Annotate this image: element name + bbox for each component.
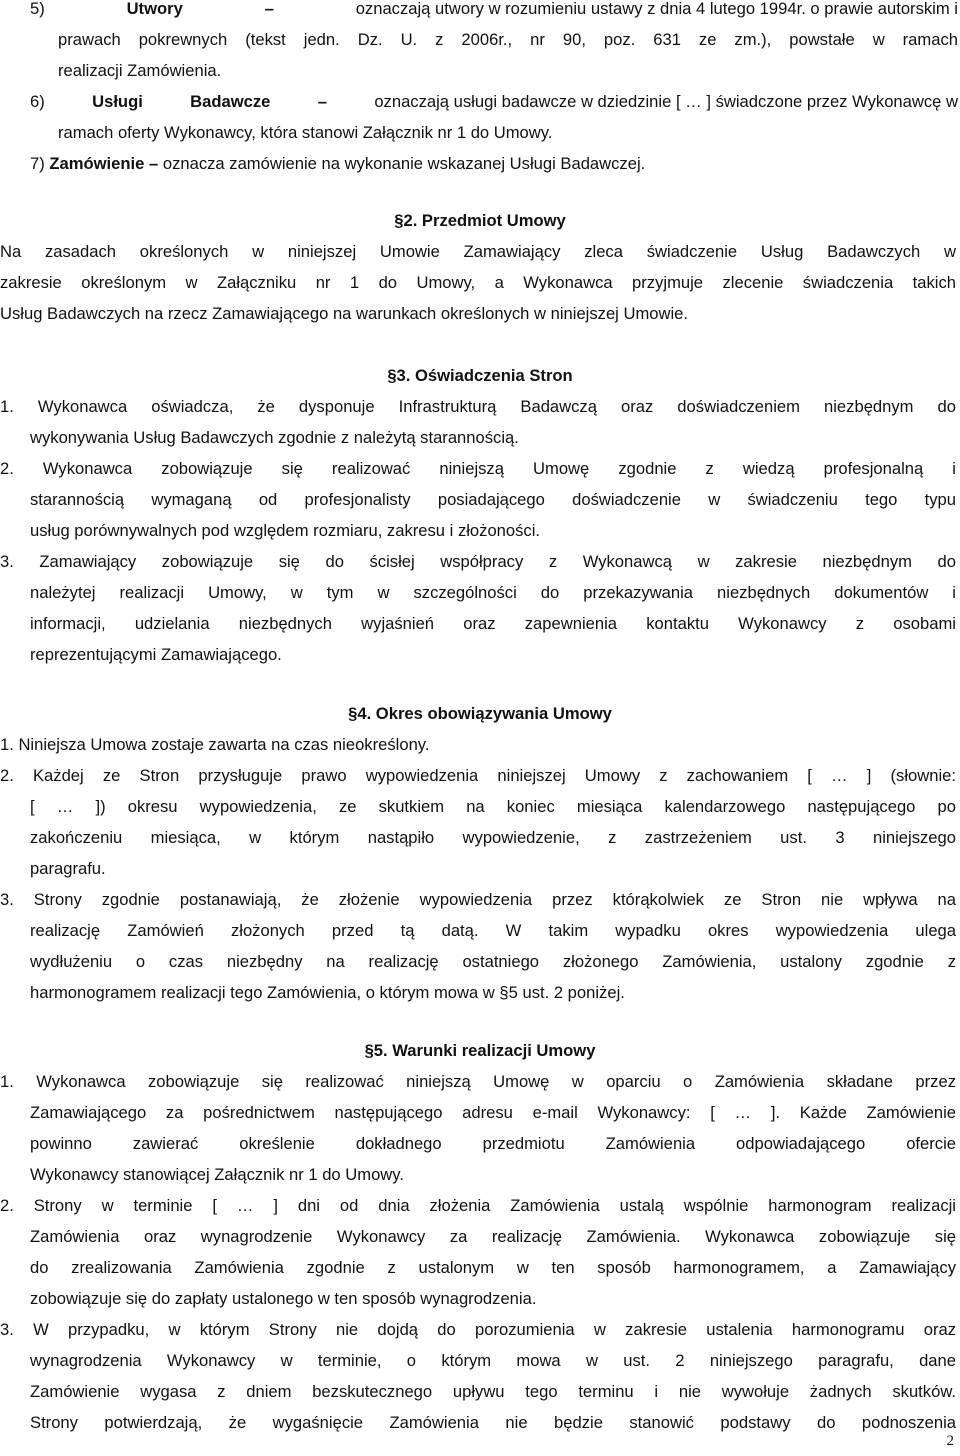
paragraph-line: Zamówienie wygasa z dniem bezskutecznego upływu tego terminu i nie wywołuje żadnych skutków.	[30, 1382, 956, 1401]
page-number: 2	[946, 1433, 954, 1449]
paragraph-line: 1. Niniejsza Umowa zostaje zawarta na czas nieokreślony.	[0, 735, 430, 754]
definition-5-line-2: prawach pokrewnych (tekst jedn. Dz. U. z 2006r., nr 90, poz. 631 ze zm.), powstałe w ramach	[58, 30, 958, 49]
paragraph-line: wykonywania Usług Badawczych zgodnie z należytą starannością.	[30, 428, 519, 447]
definition-5-line-3: realizacji Zamówienia.	[58, 61, 222, 80]
paragraph-line: 3. Strony zgodnie postanawiają, że złożenie wypowiedzenia przez którąkolwiek ze Stron nie wpływa na	[0, 890, 956, 909]
paragraph-line: 2. Każdej ze Stron przysługuje prawo wypowiedzenia niniejszej Umowy z zachowaniem [ … ] (słownie:	[0, 766, 956, 785]
definition-term: Utwory	[126, 0, 183, 18]
definition-text: oznaczają utwory w rozumieniu ustawy z dnia 4 lutego 1994r. o prawie autorskim i	[355, 0, 958, 18]
paragraph-line: 1. Wykonawca oświadcza, że dysponuje Infrastrukturą Badawczą oraz doświadczeniem niezbędnym do	[0, 397, 956, 416]
paragraph-line: powinno zawierać określenie dokładnego przedmiotu Zamówienia odpowiadającego ofercie	[30, 1134, 956, 1153]
paragraph-line: zakresie określonym w Załączniku nr 1 do Umowy, a Wykonawca przyjmuje zlecenie świadczenia takich	[0, 273, 956, 292]
section-heading: §5. Warunki realizacji Umowy	[364, 1041, 596, 1060]
paragraph-line: 2. Strony w terminie [ … ] dni od dnia złożenia Zamówienia ustalą wspólnie harmonogram realizacji	[0, 1196, 956, 1215]
paragraph-line: należytej realizacji Umowy, w tym w szczególności do przekazywania niezbędnych dokumentów i	[30, 583, 956, 602]
definition-number: 6)	[30, 92, 45, 111]
definition-dash: –	[264, 0, 274, 18]
paragraph-line: 1. Wykonawca zobowiązuje się realizować niniejszą Umowę w oparciu o Zamówienia składane przez	[0, 1072, 956, 1091]
definition-number: 5)	[30, 0, 45, 18]
paragraph-line: paragrafu.	[30, 859, 106, 878]
section-heading: §4. Okres obowiązywania Umowy	[348, 704, 612, 723]
paragraph-line: realizację Zamówień złożonych przed tą datą. W takim wypadku okres wypowiedzenia ulega	[30, 921, 956, 940]
definition-5-line-1	[30, 0, 958, 24]
definition-text: oznaczają usługi badawcze w dziedzinie [ … ] świadczone przez Wykonawcę w	[374, 92, 958, 111]
paragraph-line: Strony potwierdzają, że wygaśnięcie Zamówienia nie będzie stanowić podstawy do podnoszenia	[30, 1413, 956, 1432]
paragraph-line: [ … ]) okresu wypowiedzenia, ze skutkiem na koniec miesiąca kalendarzowego następującego po	[30, 797, 956, 816]
definition-7-line-1	[30, 148, 958, 179]
paragraph-line: reprezentującymi Zamawiającego.	[30, 645, 282, 664]
paragraph-line: usług porównywalnych pod względem rozmiaru, zakresu i złożoności.	[30, 521, 541, 540]
paragraph-line: Na zasadach określonych w niniejszej Umowie Zamawiający zleca świadczenie Usług Badawczych w	[0, 242, 956, 261]
paragraph-line: 3. Zamawiający zobowiązuje się do ścisłej współpracy z Wykonawcą w zakresie niezbędnym do	[0, 552, 956, 571]
paragraph-line: wydłużeniu o czas niezbędny na realizację ostatniego złożonego Zamówienia, ustalony zgodnie z	[30, 952, 956, 971]
paragraph-line: 2. Wykonawca zobowiązuje się realizować niniejszą Umowę zgodnie z wiedzą profesjonalną i	[0, 459, 956, 478]
paragraph-line: starannością wymaganą od profesjonalisty posiadającego doświadczenie w świadczeniu tego typu	[30, 490, 956, 509]
paragraph-line: do zrealizowania Zamówienia zgodnie z ustalonym w ten sposób harmonogramem, a Zamawiający	[30, 1258, 956, 1277]
paragraph-line: informacji, udzielania niezbędnych wyjaśnień oraz zapewnienia kontaktu Wykonawcy z osobami	[30, 614, 956, 633]
definition-term: Zamówienie	[49, 154, 145, 173]
paragraph-line: zobowiązuje się do zapłaty ustalonego w ten sposób wynagrodzenia.	[30, 1289, 537, 1308]
definition-dash: –	[317, 92, 327, 111]
section-heading: §2. Przedmiot Umowy	[394, 211, 566, 230]
paragraph-line: harmonogramem realizacji tego Zamówienia, o którym mowa w §5 ust. 2 poniżej.	[30, 983, 625, 1002]
paragraph-line: Zamawiającego za pośrednictwem następującego adresu e-mail Wykonawcy: [ … ]. Każde Zamówienie	[30, 1103, 956, 1122]
paragraph-line: 3. W przypadku, w którym Strony nie dojdą do porozumienia w zakresie ustalenia harmonogramu oraz	[0, 1320, 956, 1339]
definition-6-line-2: ramach oferty Wykonawcy, która stanowi Załącznik nr 1 do Umowy.	[58, 123, 553, 142]
definition-text: oznacza zamówienie na wykonanie wskazanej Usługi Badawczej.	[162, 154, 646, 173]
paragraph-line: Wykonawcy stanowiącej Załącznik nr 1 do Umowy.	[30, 1165, 404, 1184]
definition-6-line-1	[30, 86, 958, 117]
definition-dash: –	[149, 154, 159, 173]
paragraph-line: zakończeniu miesiąca, w którym nastąpiło wypowiedzenie, z zastrzeżeniem ust. 3 niniejszego	[30, 828, 956, 847]
definition-term: Usługi Badawcze	[92, 92, 271, 111]
paragraph-line: Zamówienia oraz wynagrodzenie Wykonawcy za realizację Zamówienia. Wykonawca zobowiązuje się	[30, 1227, 956, 1246]
paragraph-line: Usług Badawczych na rzecz Zamawiającego na warunkach określonych w niniejszej Umowie.	[0, 304, 689, 323]
section-heading: §3. Oświadczenia Stron	[387, 366, 573, 385]
paragraph-line: wynagrodzenia Wykonawcy w terminie, o którym mowa w ust. 2 niniejszego paragrafu, dane	[30, 1351, 956, 1370]
definition-number: 7)	[30, 154, 45, 173]
